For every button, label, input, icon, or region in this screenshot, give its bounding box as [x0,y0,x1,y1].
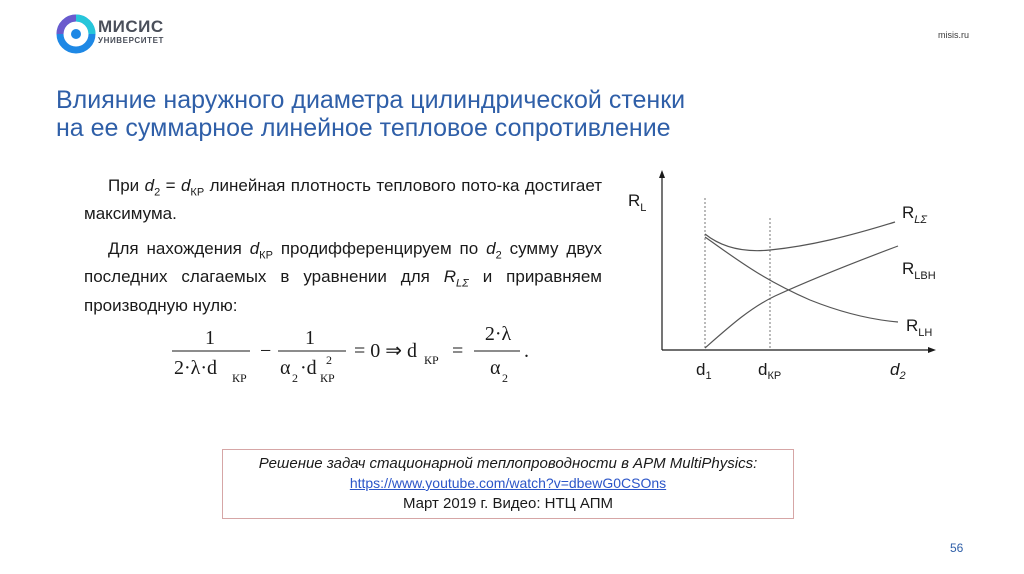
svg-text:2: 2 [502,371,508,385]
reference-source: Март 2019 г. Видео: НТЦ АПМ [402,495,614,512]
svg-text:.: . [524,340,529,362]
y-axis-arrow [659,170,665,178]
svg-text:= 0 ⇒ d: = 0 ⇒ d [354,340,418,362]
y-axis-label: $R_L$ [628,191,647,214]
svg-text:2: 2 [292,371,298,385]
svg-text:α: α [280,357,291,379]
series-label-r-l-sigma: $R_{L\Sigma}$ [902,203,927,226]
svg-text:2·λ: 2·λ [484,323,512,345]
x-axis-arrow [928,347,936,353]
svg-text:КР: КР [424,353,439,367]
reference-title: Решение задач стационарной теплопроводности в APM MultiPhysics: [258,455,758,472]
reference-link[interactable]: https://www.youtube.com/watch?v=dbewG0CSOns [349,475,667,491]
svg-text:1: 1 [205,327,215,349]
svg-text:2·λ·d: 2·λ·d [174,357,218,379]
tick-label-d1: $d_1$ [696,360,712,382]
site-link[interactable]: misis.ru [938,30,969,40]
svg-text:−: − [260,340,272,362]
series-label-r-l-vn: $R_{LВН}$ [902,259,936,282]
page-number: 56 [950,541,964,555]
paragraph-1: При $d_2 = d_{КР}$ линейная плотность теплового пото-ка достигает максимума. [84,176,602,224]
series-line-r-l-sigma [705,222,895,251]
svg-text:1: 1 [305,327,315,349]
brand-subtitle: УНИВЕРСИТЕТ [98,36,164,45]
title-line-2: на ее суммарное линейное тепловое сопротивление [56,114,671,142]
svg-text:=: = [452,340,464,362]
series-line-r-l-n [705,246,898,348]
tick-label-dkr: $d_{КР}$ [758,360,782,382]
svg-text:2: 2 [326,353,332,367]
resistance-chart [620,168,960,388]
svg-text:·d: ·d [300,357,317,379]
x-axis-label: $d_2$ [890,360,906,382]
svg-text:КР: КР [320,371,335,385]
paragraph-2: Для нахождения $d_{КР}$ продифференцируем по $d_2$ сумму двух последних слагаемых в уравнении для $R_{L\Sigma}$ и приравняем производную нулю: [84,239,602,315]
brand-name: МИСИС [98,17,164,36]
slide-title [56,86,856,142]
svg-text:α: α [490,357,501,379]
title-line-1: Влияние наружного диаметра цилиндрической стенки [56,86,686,114]
reference-box [222,449,794,519]
series-line-r-l-vn [705,237,898,322]
derivative-formula [160,318,540,398]
series-label-r-l-n: $R_{LН}$ [906,316,933,339]
svg-text:КР: КР [232,371,247,385]
